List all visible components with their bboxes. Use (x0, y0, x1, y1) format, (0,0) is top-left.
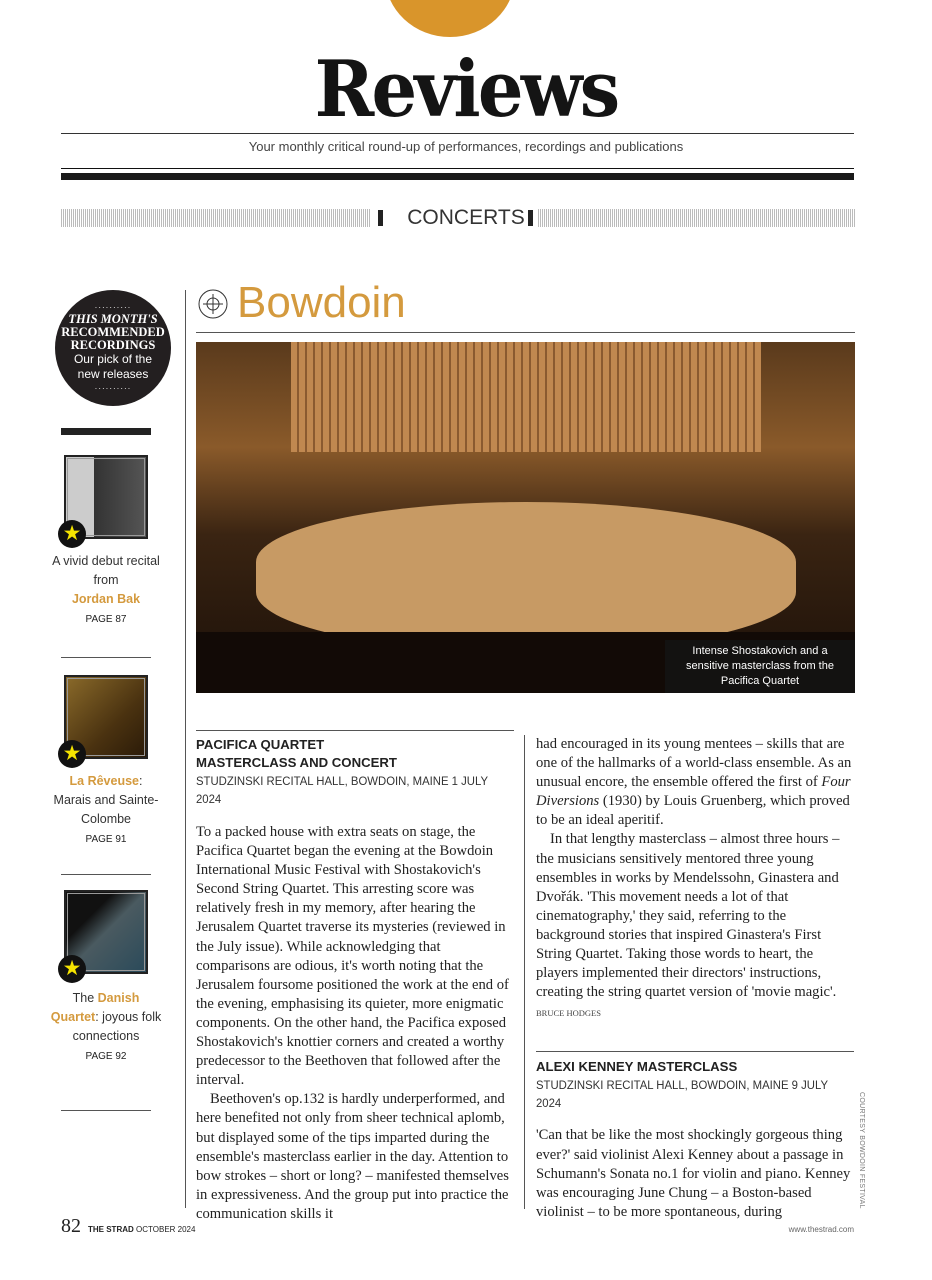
badge-line: THIS MONTH'S (68, 312, 158, 326)
page-subtitle: Your monthly critical round-up of performances, recordings and publications (248, 139, 684, 154)
photo-credit: COURTESY BOWDOIN FESTIVAL (858, 1092, 865, 1209)
rec-page: PAGE 92 (85, 1051, 127, 1062)
recommendation-text[interactable] (50, 989, 162, 1065)
star-icon: ★ (58, 955, 86, 983)
rec-artist: Jordan Bak (71, 592, 141, 606)
divider (536, 1051, 854, 1052)
location-heading: Bowdoin (237, 278, 406, 327)
divider-thick (61, 173, 854, 180)
rec-text: The (72, 991, 98, 1005)
rec-artist: La Rêveuse (69, 774, 139, 788)
page-title: Reviews (314, 44, 618, 135)
review-venue: STUDZINSKI RECITAL HALL, BOWDOIN, MAINE 1 JULY 2024 (196, 774, 488, 806)
divider (196, 730, 514, 731)
column-rule (185, 290, 186, 1208)
review-venue: STUDZINSKI RECITAL HALL, BOWDOIN, MAINE 9 JULY 2024 (536, 1078, 828, 1111)
recommendation-text[interactable] (50, 552, 162, 628)
review-paragraph: had encouraged in its young mentees – skills that are one of the hallmarks of a world-class ensemble. As an unusual encore, the ensemble offered the first of Four Diversions (1930) by Louis Gruenberg, which proved to be an ideal aperitif. (536, 736, 852, 829)
header-accent-circle (385, 0, 515, 37)
section-label: CONCERTS (407, 206, 525, 229)
divider (196, 332, 855, 333)
badge-line: RECORDINGS (70, 338, 156, 352)
review-title: ALEXI KENNEY MASTERCLASS (536, 1059, 738, 1075)
rec-text: : joyous folk connections (72, 1010, 162, 1043)
divider (61, 657, 151, 658)
review-paragraph: Beethoven's op.132 is hardly underperformed, and here benefited not only from sheer technical aplomb, but displayed some of the tips imparted during the ensemble's masterclass earlier in the day. Attention to bow strokes – short or long? – manifested themselves in expressiveness. And the group put into practice the communication skills it (196, 1091, 509, 1222)
badge-dots: ·········· (94, 303, 132, 312)
page-number: 82 (61, 1215, 81, 1237)
divider (61, 1110, 151, 1111)
photo-stage (256, 502, 796, 652)
review-paragraph: In that lengthy masterclass – almost three hours – the musicians sensitively mentored three young ensembles in works by Mendelssohn, Ginastera and Dvořák. 'This movement needs a lot of that cinematography,' they said, referring to the background stories that inspired Ginastera's First String Quartet. Taking those words to heart, the players implemented their directors' instructions, creating the string quartet version of 'movie magic'. (536, 831, 840, 1001)
website-link[interactable]: www.thestrad.com (788, 1225, 854, 1234)
review-byline: BRUCE HODGES (536, 1008, 601, 1019)
review-title: PACIFICA QUARTET (196, 737, 325, 752)
review-column-2 (536, 735, 854, 1222)
column-rule (524, 735, 525, 1209)
rec-text: : Marais and Sainte-Colombe (53, 774, 159, 826)
section-marker (528, 210, 533, 226)
rec-page: PAGE 87 (85, 614, 127, 625)
badge-line: RECOMMENDED (61, 325, 165, 339)
location-target-icon (198, 289, 228, 319)
divider (61, 168, 854, 169)
photo-caption: Intense Shostakovich and a sensitive masterclass from the Pacifica Quartet (665, 640, 855, 693)
divider (61, 133, 854, 134)
section-hatch-right (538, 209, 855, 227)
badge-dots: ·········· (94, 384, 132, 393)
rec-page: PAGE 91 (85, 834, 127, 845)
review-paragraph: To a packed house with extra seats on stage, the Pacifica Quartet began the evening at the Bowdoin International Music Festival with Shostakovich's Second String Quartet. This arresting score was relatively fresh in my memory, after hearing the Jerusalem Quartet traverse its mysteries (reviewed in the July issue). While acknowledging that comparisons are odious, it's worth noting that the Jerusalem foursome positioned the work at the end of the evening, emphasising its quieter, more enigmatic components. On the other hand, the Pacifica exposed Shostakovich's knottier corners and created a worthy predecessor to the Beethoven that followed after the interval. (196, 824, 509, 1089)
recommended-badge (55, 290, 171, 406)
star-icon: ★ (58, 740, 86, 768)
review-column-1 (196, 730, 514, 1224)
divider (61, 874, 151, 875)
star-icon: ★ (58, 520, 86, 548)
sidebar-bar (61, 428, 151, 435)
magazine-footer: THE STRAD OCTOBER 2024 (88, 1225, 196, 1234)
rec-artist: Danish Quartet (50, 991, 140, 1024)
rec-text: A vivid debut recital from (52, 554, 160, 587)
review-title: MASTERCLASS AND CONCERT (196, 755, 397, 770)
review-paragraph: 'Can that be like the most shockingly gorgeous thing ever?' said violinist Alexi Kenney about a passage in Schumann's Sonata no.1 for violin and piano. Kenney was encouraging June Chung – a Boston-based violinist – to be more spontaneous, during (536, 1127, 851, 1220)
badge-line: new releases (77, 367, 149, 381)
photo-wall-panels (291, 342, 761, 452)
recommendation-text[interactable] (50, 772, 162, 848)
concert-photo (196, 342, 855, 693)
badge-line: Our pick of the (73, 352, 153, 366)
